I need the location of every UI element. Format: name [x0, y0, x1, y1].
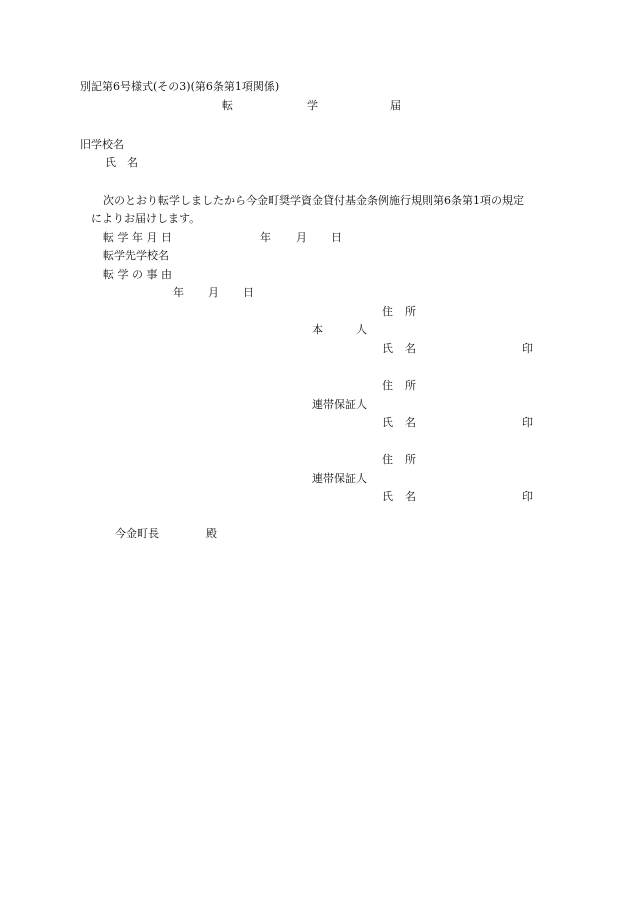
body-line-2: によりお届けします。 — [91, 212, 201, 225]
transfer-date-day: 日 — [331, 231, 342, 244]
signer-2-seal: 印 — [522, 416, 533, 429]
form-number: 別記第6号様式(その3)(第6条第1項関係) — [80, 80, 280, 93]
transfer-date-month: 月 — [296, 231, 307, 244]
signer-3-role: 連帯保証人 — [312, 472, 367, 485]
submit-date-year: 年 — [173, 286, 184, 299]
addressee-honorific: 殿 — [206, 527, 217, 540]
former-school-label: 旧学校名 — [80, 138, 124, 151]
signer-2-name-label-1: 氏 — [382, 416, 393, 429]
signer-2-name-label-2: 名 — [405, 416, 416, 429]
transfer-reason-label: 転 学 の 事 由 — [103, 268, 172, 281]
submit-date-day: 日 — [243, 286, 254, 299]
signer-3-name-label-1: 氏 — [382, 490, 393, 503]
title-char-1: 転 — [222, 99, 233, 112]
signer-1-role: 本 人 — [312, 323, 367, 336]
title-char-2: 学 — [307, 99, 318, 112]
signer-1-name-label-1: 氏 — [382, 342, 393, 355]
transfer-date-year: 年 — [260, 231, 271, 244]
transfer-date-label: 転 学 年 月 日 — [103, 231, 172, 244]
signer-3-name-label-2: 名 — [405, 490, 416, 503]
submit-date-month: 月 — [208, 286, 219, 299]
signer-2-address-label-1: 住 — [382, 379, 393, 392]
signer-3-address-label-2: 所 — [405, 453, 416, 466]
student-name-label-2: 名 — [127, 156, 138, 169]
new-school-label: 転学先学校名 — [103, 249, 169, 262]
body-line-1: 次のとおり転学しましたから今金町奨学資金貸付基金条例施行規則第6条第1項の規定 — [103, 194, 524, 207]
signer-1-seal: 印 — [522, 342, 533, 355]
signer-2-role: 連帯保証人 — [312, 398, 367, 411]
signer-3-seal: 印 — [522, 490, 533, 503]
addressee-name: 今金町長 — [115, 527, 159, 540]
signer-1-address-label-1: 住 — [382, 305, 393, 318]
signer-2-address-label-2: 所 — [405, 379, 416, 392]
signer-3-address-label-1: 住 — [382, 453, 393, 466]
signer-1-address-label-2: 所 — [405, 305, 416, 318]
title-char-3: 届 — [390, 99, 401, 112]
signer-1-name-label-2: 名 — [405, 342, 416, 355]
student-name-label-1: 氏 — [105, 156, 116, 169]
